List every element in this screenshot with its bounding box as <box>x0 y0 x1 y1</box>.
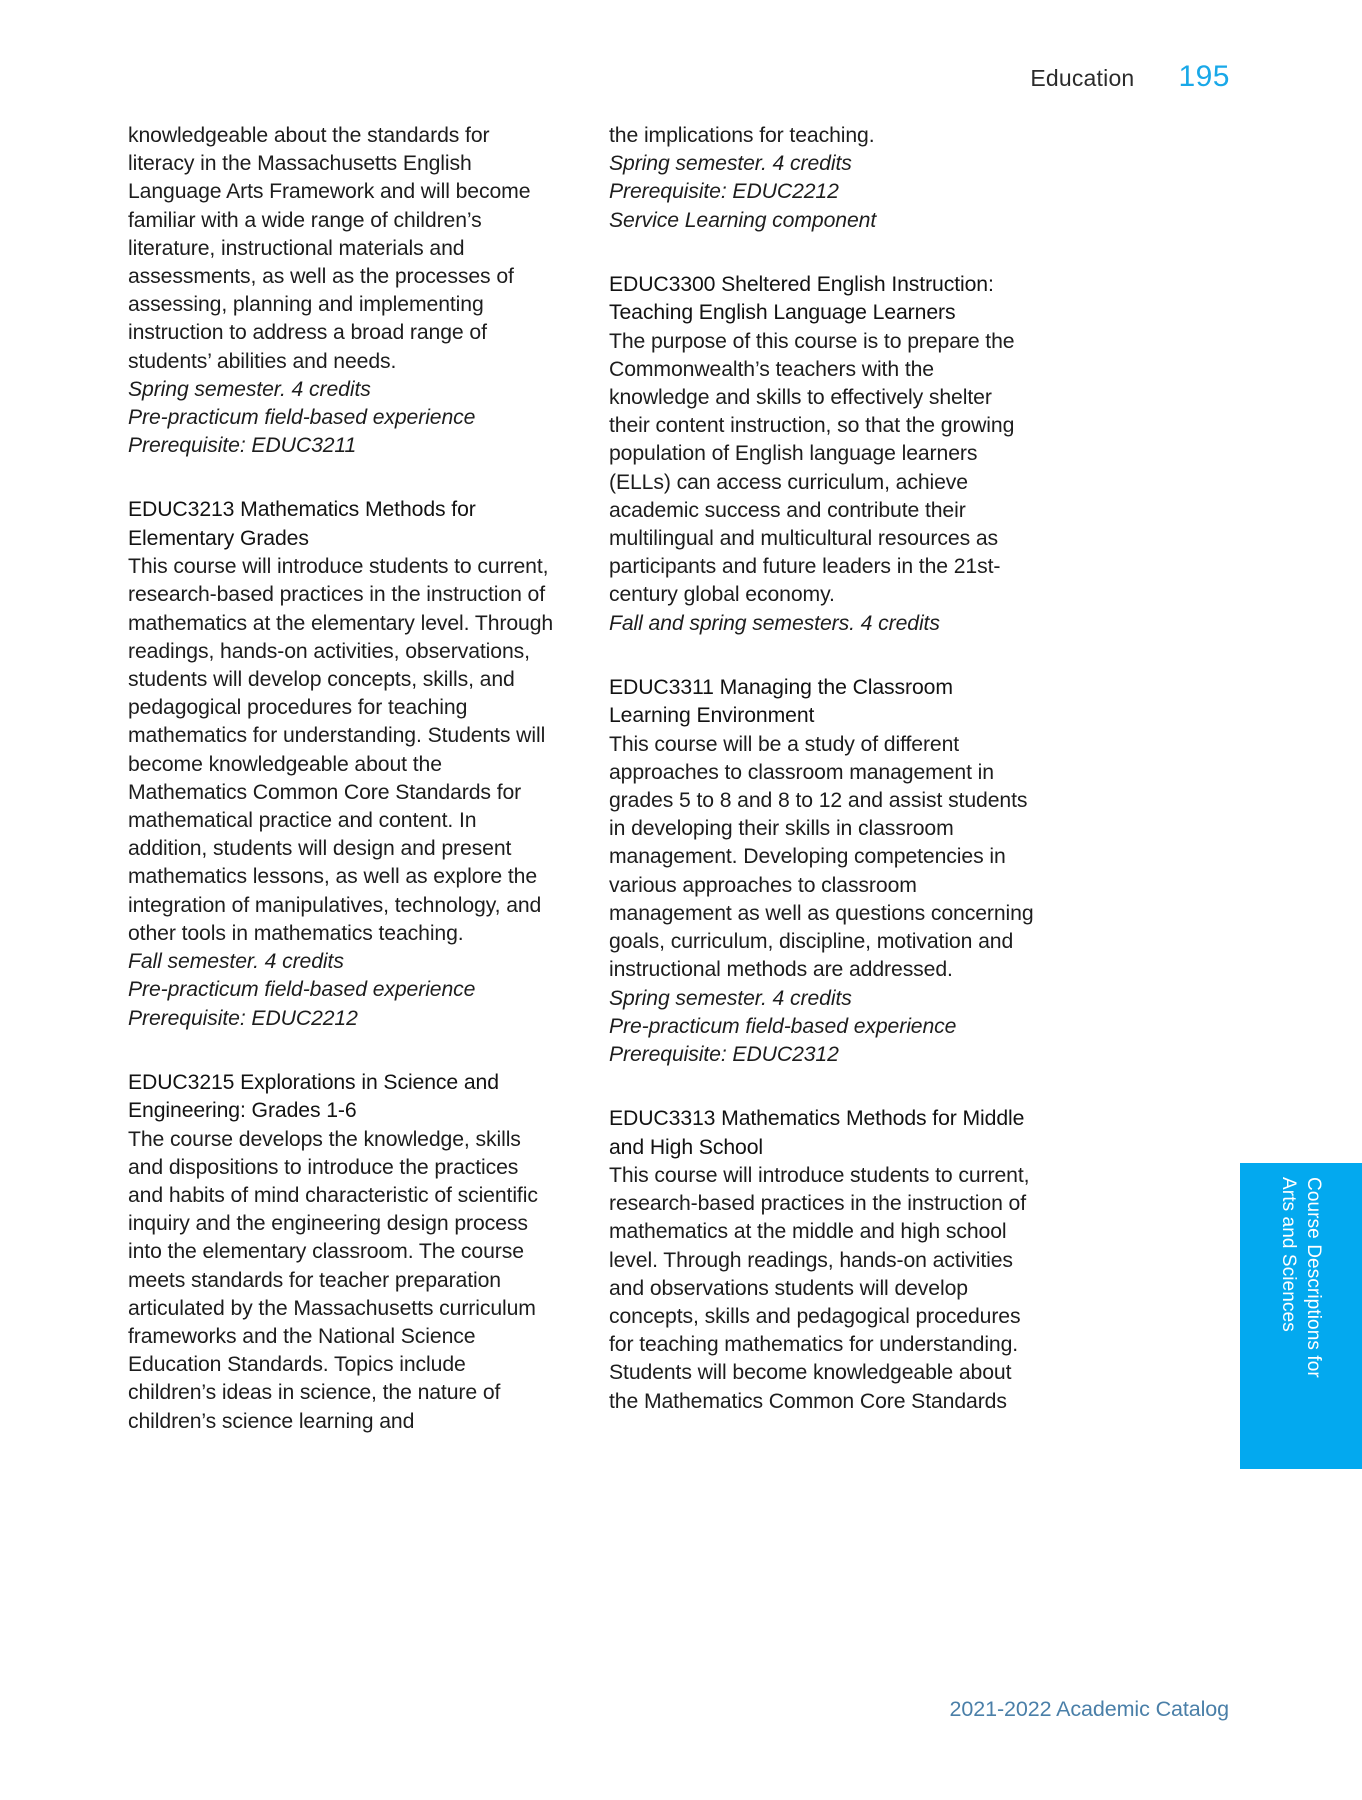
course-meta-line: Spring semester. 4 credits <box>128 377 371 401</box>
course-entry <box>128 1069 555 1436</box>
course-entry <box>609 674 1036 1069</box>
course-description: The course develops the knowledge, skills and dispositions to introduce the practices and habits of mind characteristic of scientific inquiry and the engineering design process into the elementary classroom. The course meets standards for teacher preparation articulated by the Massachusetts curriculum frameworks and the National Science Education Standards. Topics include children’s ideas in science, the nature of children’s science learning and <box>128 1127 538 1433</box>
course-meta-line: Pre-practicum field-based experience <box>128 406 476 430</box>
course-meta-group <box>609 610 1036 638</box>
course-description: This course will introduce students to current, research-based practices in the instruction of mathematics at the middle and high school level. Through readings, hands-on activities and observations students will develop concepts, skills and pedagogical procedures for teaching mathematics for understanding. Students will become knowledgeable about the Mathematics Common Core Standards <box>609 1163 1030 1413</box>
course-title: EDUC3213 Mathematics Methods for Elementary Grades <box>128 498 476 550</box>
continued-paragraph: the implications for teaching. <box>609 124 875 147</box>
thumb-tab-line-1: Course Descriptions for <box>1303 1177 1324 1378</box>
course-meta-line: Prerequisite: EDUC3211 <box>128 434 357 458</box>
thumb-tab-line-2: Arts and Sciences <box>1278 1177 1299 1332</box>
course-entry <box>128 496 555 1032</box>
course-title: EDUC3313 Mathematics Methods for Middle and High School <box>609 1107 1025 1159</box>
page-number: 195 <box>1178 60 1230 93</box>
thumb-tab-text-group <box>1240 1163 1362 1469</box>
course-meta-line: Pre-practicum field-based experience <box>609 1014 957 1038</box>
course-entry <box>609 1105 1036 1416</box>
course-meta-group <box>609 985 1036 1070</box>
continued-paragraph: knowledgeable about the standards for literacy in the Massachusetts English Language Arts Framework and will become familiar with a wide range of children’s literature, instructional materials and assessments, as well as the processes of assessing, planning and implementing instruction to address a broad range of students’ abilities and needs. <box>128 124 531 373</box>
course-meta-line: Spring semester. 4 credits <box>609 986 852 1010</box>
course-meta-line: Service Learning component <box>609 208 877 232</box>
course-meta-line: Prerequisite: EDUC2212 <box>128 1006 358 1030</box>
left-column <box>128 122 555 1436</box>
footer-catalog-label: 2021-2022 Academic Catalog <box>949 1697 1229 1721</box>
course-description: This course will be a study of different approaches to classroom management in grades 5 to 8 and 8 to 12 and assist students in developing their skills in classroom management. Developing competencies in various approaches to classroom management as well as questions concerning goals, curriculum, discipline, motivation and instructional methods are addressed. <box>609 732 1034 982</box>
course-description: The purpose of this course is to prepare the Commonwealth’s teachers with the knowledge and skills to effectively shelter their content instruction, so that the growing population of English language learners (ELLs) can access curriculum, achieve academic success and contribute their multilingual and multicultural resources as participants and future leaders in the 21st-century global economy. <box>609 329 1015 607</box>
course-entry <box>609 271 1036 638</box>
course-meta-line: Fall semester. 4 credits <box>128 950 344 974</box>
running-head <box>1030 60 1230 94</box>
continued-meta-group <box>128 376 555 461</box>
course-meta-line: Prerequisite: EDUC2212 <box>609 180 839 204</box>
body-columns <box>128 122 1158 1436</box>
running-head-section-name: Education <box>1030 65 1135 91</box>
continued-meta-group <box>609 150 1036 235</box>
course-description: This course will introduce students to current, research-based practices in the instruction of mathematics at the elementary level. Through readings, hands-on activities, observations, students will develop concepts, skills, and pedagogical procedures for teaching mathematics for understanding. Students will become knowledgeable about the Mathematics Common Core Standards for mathematical practice and content. In addition, students will design and present mathematics lessons, as well as explore the integration of manipulatives, technology, and other tools in mathematics teaching. <box>128 555 554 945</box>
course-title: EDUC3300 Sheltered English Instruction: Teaching English Language Learners <box>609 272 994 325</box>
right-column <box>609 122 1036 1436</box>
course-meta-group <box>128 948 555 1033</box>
course-meta-line: Prerequisite: EDUC2312 <box>609 1042 839 1066</box>
course-meta-line: Pre-practicum field-based experience <box>128 978 476 1002</box>
course-meta-line: Spring semester. 4 credits <box>609 152 852 176</box>
course-title: EDUC3311 Managing the Classroom Learning Environment <box>609 675 953 728</box>
course-title: EDUC3215 Explorations in Science and Engineering: Grades 1-6 <box>128 1070 499 1123</box>
course-meta-line: Fall and spring semesters. 4 credits <box>609 611 940 635</box>
section-thumb-tab <box>1240 1163 1362 1469</box>
